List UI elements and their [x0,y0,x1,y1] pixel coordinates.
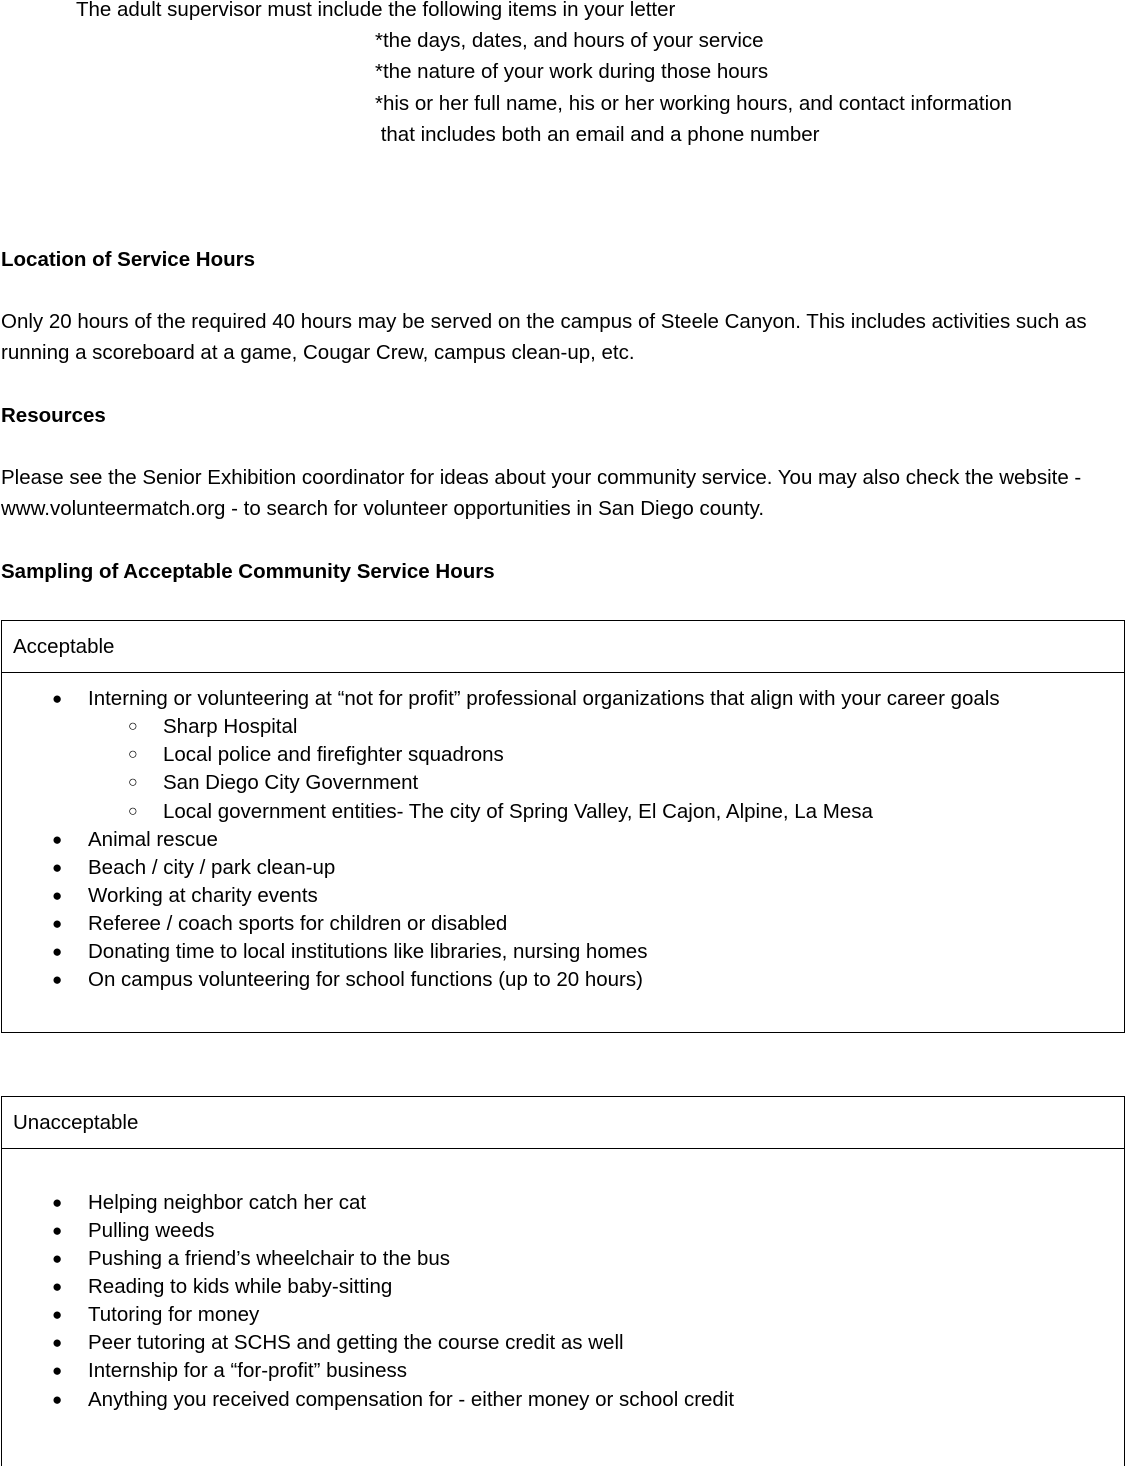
list-item-text: Anything you received compensation for - either money or school credit [88,1388,735,1411]
bullet-icon: ● [52,830,63,849]
sub-list-item-text: Local government entities- The city of Spring Valley, El Cajon, Alpine, La Mesa [163,800,873,823]
bullet-icon: ● [52,689,63,708]
location-heading: Location of Service Hours [1,248,256,271]
acceptable-table [1,620,1125,1033]
circle-bullet-icon: ○ [128,803,138,820]
list-item-text: Animal rescue [88,828,218,851]
acceptable-title: Acceptable [13,635,115,658]
list-item-text: Peer tutoring at SCHS and getting the course credit as well [88,1331,624,1354]
unacceptable-table [1,1096,1125,1466]
bullet-icon: ● [52,970,63,989]
bullet-icon: ● [52,914,63,933]
list-item-text: Referee / coach sports for children or disabled [88,912,508,935]
list-item-text: Pulling weeds [88,1219,215,1242]
bullet-icon: ● [52,886,63,905]
bullet-icon: ● [52,858,63,877]
acceptable-table-header [2,621,1124,673]
letter-item-contact-cont: that includes both an email and a phone number [375,123,820,146]
list-item-text: Working at charity events [88,884,318,907]
bullet-icon: ● [52,1249,63,1268]
list-item-text: Internship for a “for-profit” business [88,1359,408,1382]
circle-bullet-icon: ○ [128,746,138,763]
list-item-text: Donating time to local institutions like libraries, nursing homes [88,940,648,963]
sub-list-item-text: San Diego City Government [163,771,419,794]
bullet-icon: ● [52,1390,63,1409]
bullet-icon: ● [52,1305,63,1324]
unacceptable-table-header [2,1097,1124,1149]
list-item-text: Reading to kids while baby-sitting [88,1275,393,1298]
letter-item-days: *the days, dates, and hours of your service [375,29,764,52]
bullet-icon: ● [52,1333,63,1352]
list-item-text: Helping neighbor catch her cat [88,1191,367,1214]
bullet-icon: ● [52,1361,63,1380]
circle-bullet-icon: ○ [128,718,138,735]
list-item-text: Pushing a friend’s wheelchair to the bus [88,1247,451,1270]
list-item-text: Tutoring for money [88,1303,260,1326]
resources-heading: Resources [1,404,106,427]
letter-intro: The adult supervisor must include the following items in your letter [76,0,676,21]
list-item-text: On campus volunteering for school functions (up to 20 hours) [88,968,643,991]
list-item-text: Interning or volunteering at “not for profit” professional organizations that align with your career goals [88,687,1000,710]
bullet-icon: ● [52,1277,63,1296]
bullet-icon: ● [52,1193,63,1212]
bullet-icon: ● [52,1221,63,1240]
circle-bullet-icon: ○ [128,774,138,791]
letter-item-contact: *his or her full name, his or her working hours, and contact information [375,92,1012,115]
sampling-heading: Sampling of Acceptable Community Service Hours [1,560,495,583]
sub-list-item-text: Local police and firefighter squadrons [163,743,504,766]
letter-item-nature: *the nature of your work during those hours [375,60,769,83]
bullet-icon: ● [52,942,63,961]
unacceptable-title: Unacceptable [13,1111,139,1134]
list-item-text: Beach / city / park clean-up [88,856,336,879]
resources-body: Please see the Senior Exhibition coordinator for ideas about your community service. You may also check the website - www.volunteermatch.org - to search for volunteer opportunities in San Diego county. [1,466,1082,521]
location-body: Only 20 hours of the required 40 hours may be served on the campus of Steele Canyon. This includes activities such as running a scoreboard at a game, Cougar Crew, campus clean-up, etc. [1,310,1087,365]
sub-list-item-text: Sharp Hospital [163,715,298,738]
